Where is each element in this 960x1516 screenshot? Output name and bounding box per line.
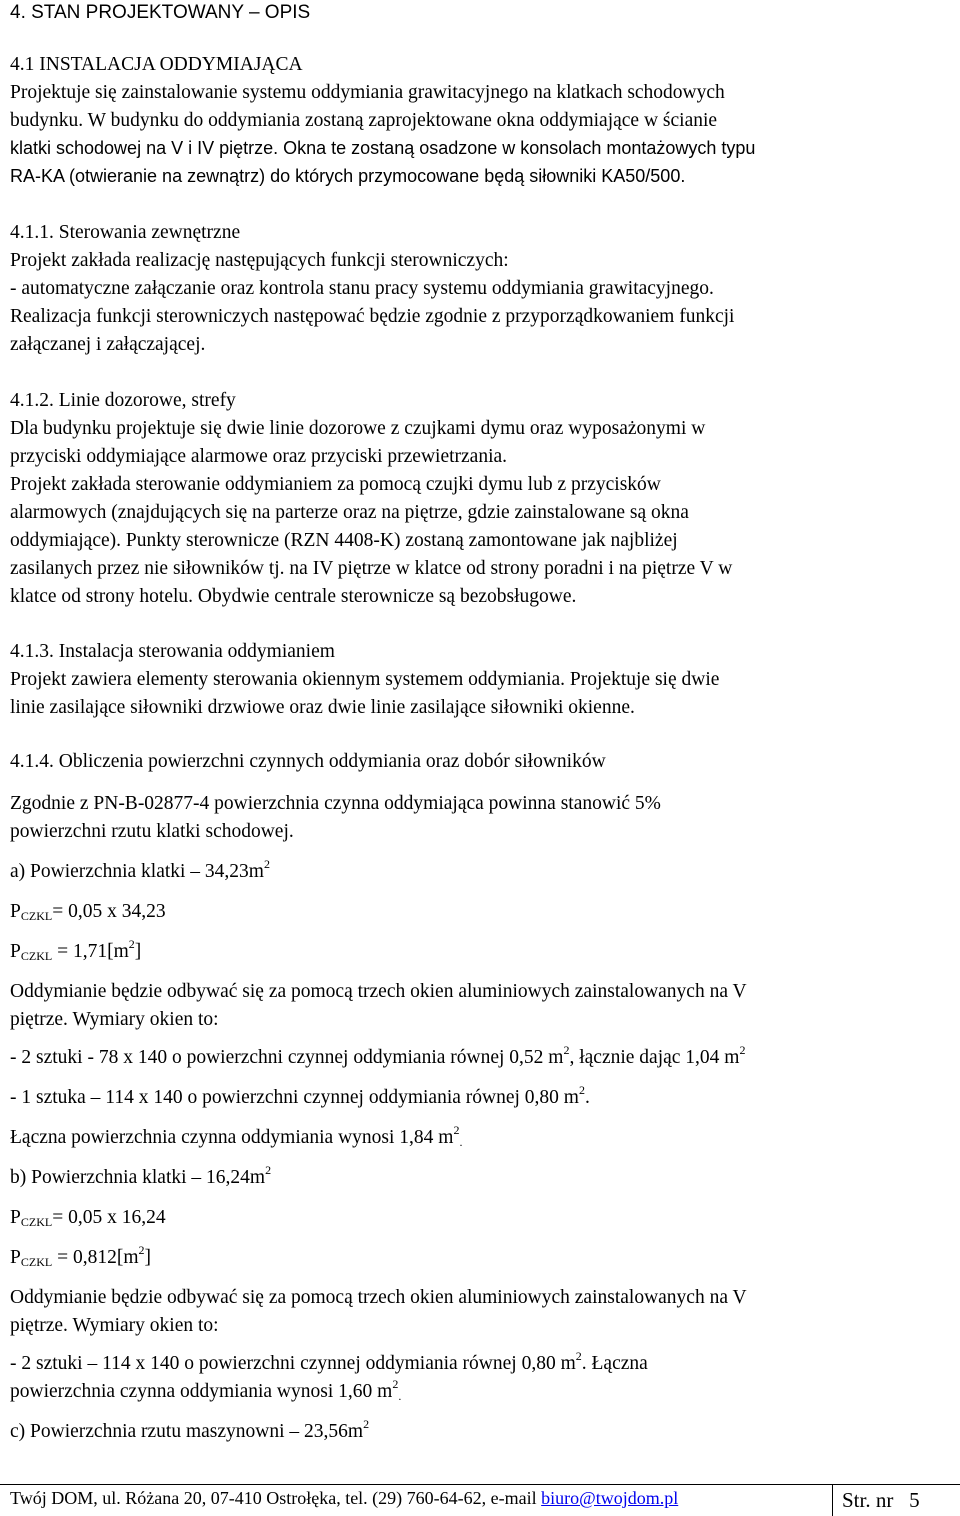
window-line-a-1: - 2 sztuki - 78 x 140 o powierzchni czynnej oddymiania równej 0,52 $m^2$, łącznie dając 1,04 $m^2$ (10, 1043, 746, 1068)
section-title-4-1-1: 4.1.1. Sterowania zewnętrzne (10, 222, 241, 243)
paragraph-line: Projekt zawiera elementy sterowania okiennym systemem oddymiania. Projektuje się dwie (10, 669, 720, 690)
paragraph-line: klatki schodowej na V i IV piętrze. Okna te zostaną osadzone w konsolach montażowych typu (10, 138, 756, 158)
section-title-4-1-3: 4.1.3. Instalacja sterowania oddymianiem (10, 641, 335, 662)
paragraph-line: Dla budynku projektuje się dwie linie dozorowe z czujkami dymu oraz wyposażonymi w (10, 418, 706, 439)
formula-b-1: $P_{CZKL}= 0,05$ x 16,24 (10, 1207, 166, 1229)
page-heading: 4. STAN PROJEKTOWANY – OPIS (10, 2, 311, 23)
formula-a-1: $P_{CZKL}= 0,05$ x 34,23 (10, 901, 166, 923)
total-b: powierzchnia czynna oddymiania wynosi 1,60 $m^2_.$ (10, 1377, 402, 1403)
area-c: c) Powierzchnia rzutu maszynowni – $23,56m^2$ (10, 1417, 370, 1442)
paragraph-line: piętrze. Wymiary okien to: (10, 1009, 219, 1030)
section-title-4-1: 4.1 INSTALACJA ODDYMIAJĄCA (10, 54, 303, 75)
total-a: Łączna powierzchnia czynna oddymiania wynosi 1,84 $m^2_.$ (10, 1123, 463, 1149)
page-number: 5 (909, 1488, 920, 1512)
paragraph-line: załączanej i załączającej. (10, 334, 206, 355)
paragraph-line: Oddymianie będzie odbywać się za pomocą trzech okien aluminiowych zainstalowanych na V (10, 1287, 747, 1308)
paragraph-line: Projekt zakłada sterowanie oddymianiem za pomocą czujki dymu lub z przycisków (10, 474, 661, 495)
paragraph-line: Oddymianie będzie odbywać się za pomocą trzech okien aluminiowych zainstalowanych na V (10, 981, 747, 1002)
footer-address: Twój DOM, ul. Różana 20, 07-410 Ostrołęka, tel. (29) 760-64-62, e-mail biuro@twojdom.pl (10, 1488, 679, 1508)
paragraph-line: budynku. W budynku do oddymiania zostaną zaprojektowane okna oddymiające w ścianie (10, 110, 718, 131)
footer-separator (832, 1484, 833, 1516)
area-b: b) Powierzchnia klatki – $16,24m^2$ (10, 1163, 272, 1188)
paragraph-line: linie zasilające siłowniki drzwiowe oraz dwie linie zasilające siłowniki okienne. (10, 697, 635, 718)
paragraph-line: Projektuje się zainstalowanie systemu oddymiania grawitacyjnego na klatkach schodowych (10, 82, 725, 103)
footer-email-link[interactable]: biuro@twojdom.pl (541, 1488, 679, 1508)
window-line-b-1: - 2 sztuki – 114 x 140 o powierzchni czynnej oddymiania równej 0,80 $m^2$. Łączna (10, 1349, 648, 1374)
formula-a-2: $P_{CZKL} = 1,71[m^2]$ (10, 937, 142, 963)
paragraph-line: Realizacja funkcji sterowniczych następować będzie zgodnie z przyporządkowaniem funkcji (10, 306, 735, 327)
paragraph-line: oddymiające). Punkty sterownicze (RZN 4408-K) zostaną zamontowane jak najbliżej (10, 530, 678, 551)
paragraph-line: zasilanych przez nie siłowników tj. na IV piętrze w klatce od strony poradni i na piętrze V w (10, 558, 733, 579)
section-title-4-1-4: 4.1.4. Obliczenia powierzchni czynnych oddymiania oraz dobór siłowników (10, 751, 606, 772)
window-line-a-2: - 1 sztuka – 114 x 140 o powierzchni czynnej oddymiania równej 0,80 $m^2$. (10, 1083, 590, 1108)
paragraph-line: powierzchni rzutu klatki schodowej. (10, 821, 294, 842)
paragraph-line: - automatyczne załączanie oraz kontrola stanu pracy systemu oddymiania grawitacyjnego. (10, 278, 714, 299)
paragraph-line: RA-KA (otwieranie na zewnątrz) do których przymocowane będą siłowniki KA50/500. (10, 166, 686, 186)
paragraph-line: Zgodnie z PN-B-02877-4 powierzchnia czynna oddymiająca powinna stanowić 5% (10, 793, 661, 814)
paragraph-line: klatce od strony hotelu. Obydwie centrale sterownicze są bezobsługowe. (10, 586, 577, 607)
section-title-4-1-2: 4.1.2. Linie dozorowe, strefy (10, 390, 236, 411)
paragraph-line: piętrze. Wymiary okien to: (10, 1315, 219, 1336)
footer-page-number: Str. nr 5 (842, 1488, 920, 1512)
paragraph-line: przyciski oddymiające alarmowe oraz przyciski przewietrzania. (10, 446, 508, 467)
area-a: a) Powierzchnia klatki – $34,23m^2$ (10, 857, 270, 882)
paragraph-line: alarmowych (znajdujących się na parterze oraz na piętrze, gdzie zainstalowane są okna (10, 502, 689, 523)
formula-b-2: $P_{CZKL} = 0,812[m^2]$ (10, 1243, 151, 1269)
paragraph-line: Projekt zakłada realizację następujących funkcji sterowniczych: (10, 250, 509, 271)
footer-divider (0, 1484, 960, 1485)
